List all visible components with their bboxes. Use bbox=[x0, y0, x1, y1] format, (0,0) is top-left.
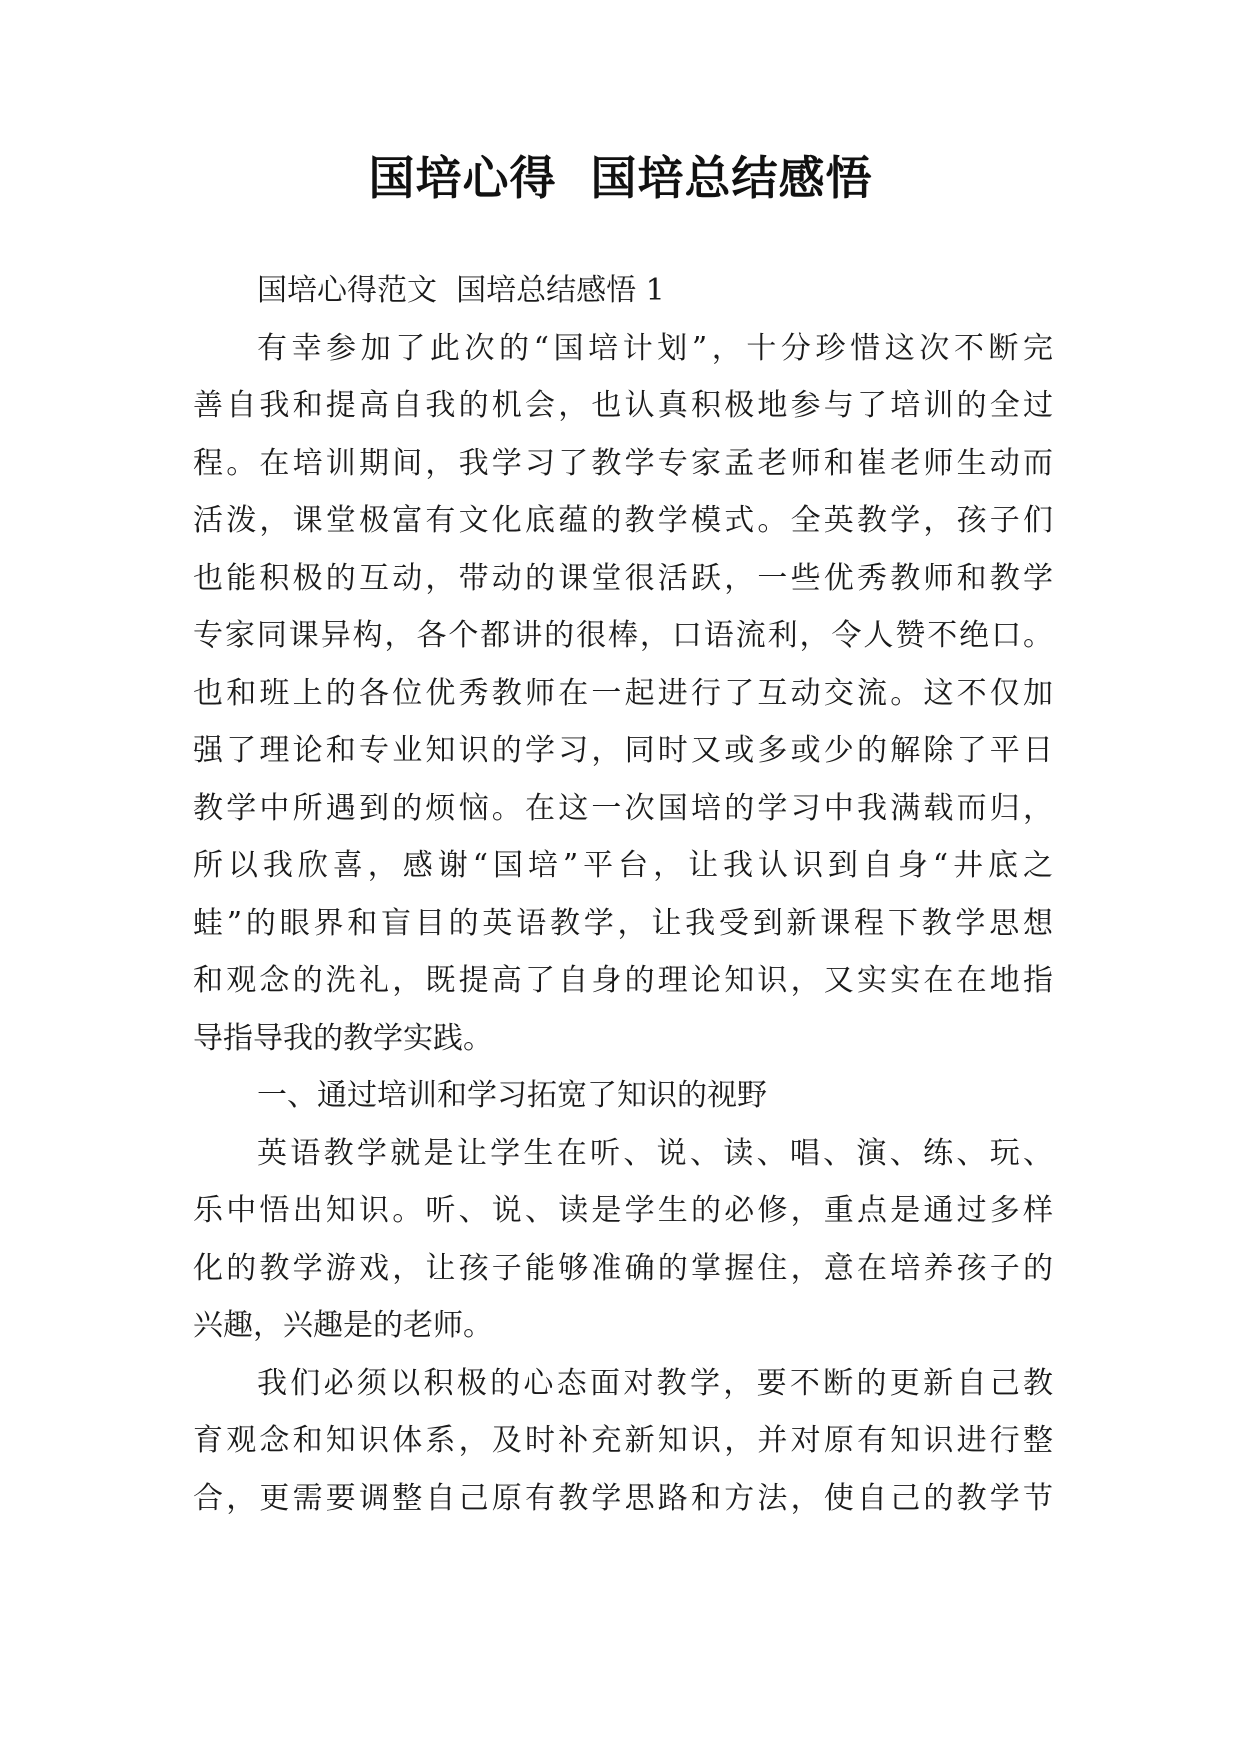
text-line: 强了理论和专业知识的学习，同时又或多或少的解除了平日 bbox=[193, 733, 1053, 768]
text-line: 和观念的洗礼，既提高了自身的理论知识，又实实在在地指 bbox=[193, 963, 1053, 998]
text-line: 专家同课异构，各个都讲的很棒，口语流利，令人赞不绝口。 bbox=[193, 618, 1053, 653]
document-title: 国培心得 国培总结感悟 bbox=[368, 151, 873, 205]
text-line: 也和班上的各位优秀教师在一起进行了互动交流。这不仅加 bbox=[193, 675, 1053, 711]
text-line: 导指导我的教学实践。 bbox=[193, 1020, 493, 1056]
document-body bbox=[193, 262, 1053, 1527]
text-line: 有幸参加了此次的“国培计划”，十分珍惜这次不断完 bbox=[257, 330, 1053, 366]
text-line: 化的教学游戏，让孩子能够准确的掌握住，意在培养孩子的 bbox=[193, 1250, 1053, 1286]
text-line: 活泼，课堂极富有文化底蕴的教学模式。全英教学，孩子们 bbox=[193, 503, 1053, 538]
text-line: 教学中所遇到的烦恼。在这一次国培的学习中我满载而归， bbox=[193, 790, 1053, 826]
text-line: 所以我欣喜，感谢“国培”平台，让我认识到自身“井底之 bbox=[193, 848, 1053, 883]
text-line: 也能积极的互动，带动的课堂很活跃，一些优秀教师和教学 bbox=[193, 560, 1053, 596]
text-line: 乐中悟出知识。听、说、读是学生的必修，重点是通过多样 bbox=[193, 1193, 1053, 1228]
section-heading: 一、通过培训和学习拓宽了知识的视野 bbox=[257, 1078, 767, 1113]
text-line: 英语教学就是让学生在听、说、读、唱、演、练、玩、 bbox=[257, 1135, 1053, 1171]
text-line: 程。在培训期间，我学习了教学专家孟老师和崔老师生动而 bbox=[193, 445, 1053, 481]
text-line: 我们必须以积极的心态面对教学，要不断的更新自己教 bbox=[257, 1365, 1053, 1401]
text-line: 育观念和知识体系，及时补充新知识，并对原有知识进行整 bbox=[193, 1423, 1053, 1458]
text-line: 合，更需要调整自己原有教学思路和方法，使自己的教学节 bbox=[193, 1480, 1053, 1516]
text-line: 蛙”的眼界和盲目的英语教学，让我受到新课程下教学思想 bbox=[193, 905, 1053, 941]
text-line: 兴趣，兴趣是的老师。 bbox=[193, 1308, 493, 1343]
text-line: 善自我和提高自我的机会，也认真积极地参与了培训的全过 bbox=[193, 388, 1053, 423]
section-heading: 国培心得范文 国培总结感悟 1 bbox=[257, 273, 665, 308]
